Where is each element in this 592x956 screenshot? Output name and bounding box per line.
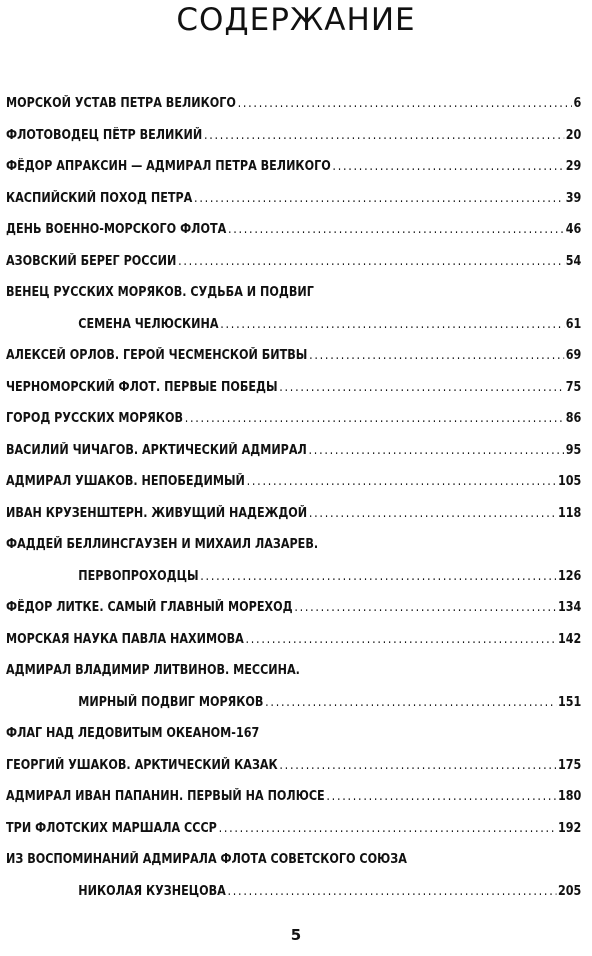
toc-entry-page: 86 (565, 411, 582, 426)
toc-entry-page: 54 (565, 253, 582, 269)
page-title: СОДЕРЖАНИЕ (176, 2, 416, 38)
dot-leader (265, 687, 556, 719)
toc-entry-page: 175 (557, 757, 582, 773)
toc-entry-first-line (6, 277, 581, 309)
toc-entry-title: МИРНЫЙ ПОДВИГ МОРЯКОВ (78, 694, 264, 710)
dot-leader (219, 813, 557, 845)
toc-entry (6, 592, 581, 624)
toc-entry-title: АЗОВСКИЙ БЕРЕГ РОССИИ (6, 253, 177, 269)
dot-leader (326, 781, 556, 813)
dot-leader (309, 340, 564, 372)
dot-leader (200, 561, 556, 593)
toc-entry-title: АДМИРАЛ ВЛАДИМИР ЛИТВИНОВ. МЕССИНА. (6, 663, 300, 678)
toc-entry-title: ГЕОРГИЙ УШАКОВ. АРКТИЧЕСКИЙ КАЗАК (6, 757, 278, 773)
dot-leader (228, 214, 564, 246)
toc-entry-title: ИВАН КРУЗЕНШТЕРН. ЖИВУЩИЙ НАДЕЖДОЙ (6, 505, 308, 521)
toc-entry-title: КАСПИЙСКИЙ ПОХОД ПЕТРА (6, 190, 193, 206)
toc-entry-title: СЕМЕНА ЧЕЛЮСКИНА (78, 316, 219, 332)
toc-entry-page: 20 (565, 127, 582, 143)
toc-entry-page: 192 (557, 820, 582, 836)
toc-entry-page: 126 (557, 568, 582, 584)
toc-entry-title: ГОРОД РУССКИХ МОРЯКОВ (6, 411, 184, 426)
toc-entry-title: ЧЕРНОМОРСКИЙ ФЛОТ. ПЕРВЫЕ ПОБЕДЫ (6, 379, 278, 395)
toc-entry-title: АДМИРАЛ ИВАН ПАПАНИН. ПЕРВЫЙ НА ПОЛЮСЕ (6, 789, 325, 804)
toc-entry (6, 781, 581, 813)
dot-leader (185, 403, 564, 435)
toc-entry-first-line (6, 655, 581, 687)
toc-entry-page: 180 (557, 789, 582, 804)
toc-entry (6, 88, 581, 120)
toc-entry-title: МОРСКАЯ НАУКА ПАВЛА НАХИМОВА (6, 631, 244, 647)
dot-leader (279, 750, 556, 782)
toc-entry (6, 750, 581, 782)
toc-entry (6, 309, 581, 341)
toc-entry (6, 183, 581, 215)
toc-entry-title: ИЗ ВОСПОМИНАНИЙ АДМИРАЛА ФЛОТА СОВЕТСКОГО СОЮЗА (6, 852, 407, 867)
dot-leader (279, 372, 564, 404)
toc-entry (6, 813, 581, 845)
toc-entry-page: 95 (565, 442, 582, 458)
dot-leader (247, 466, 557, 498)
toc-entry-page: 134 (557, 600, 582, 615)
toc-entry-page: 205 (557, 883, 582, 899)
toc-entry (6, 120, 581, 152)
toc-entry (6, 561, 581, 593)
toc-entry-first-line (6, 844, 581, 876)
toc-entry (6, 435, 581, 467)
toc-entry-title: ДЕНЬ ВОЕННО-МОРСКОГО ФЛОТА (6, 222, 227, 237)
dot-leader (309, 435, 565, 467)
toc-entry-title: ВАСИЛИЙ ЧИЧАГОВ. АРКТИЧЕСКИЙ АДМИРАЛ (6, 442, 307, 458)
dot-leader (309, 498, 556, 530)
toc-entry (6, 687, 581, 719)
toc-entry-page: 61 (565, 316, 582, 332)
dot-leader (246, 624, 557, 656)
toc-entry-page: 39 (565, 190, 582, 206)
page-number: 5 (290, 926, 302, 944)
toc-entry-page: 105 (557, 474, 582, 489)
dot-leader (238, 88, 572, 120)
toc-entry-title: АЛЕКСЕЙ ОРЛОВ. ГЕРОЙ ЧЕСМЕНСКОЙ БИТВЫ (6, 348, 308, 363)
toc-entry-title: ТРИ ФЛОТСКИХ МАРШАЛА СССР (6, 820, 217, 836)
toc-entry-page: 29 (565, 159, 582, 174)
dot-leader (294, 592, 556, 624)
toc-entry-title: ВЕНЕЦ РУССКИХ МОРЯКОВ. СУДЬБА И ПОДВИГ (6, 285, 314, 300)
toc-entry (6, 876, 581, 908)
toc-entry (6, 151, 581, 183)
toc-entry (6, 403, 581, 435)
toc-entry-title: ФЁДОР ЛИТКЕ. САМЫЙ ГЛАВНЫЙ МОРЕХОД (6, 600, 293, 615)
toc-entry (6, 624, 581, 656)
toc-entry-title: ФЛАГ НАД ЛЕДОВИТЫМ ОКЕАНОМ-167 (6, 726, 260, 741)
toc-entry-first-line (6, 529, 581, 561)
toc-entry-page: 142 (557, 631, 582, 647)
dot-leader (332, 151, 564, 183)
toc-entry-page: 118 (557, 505, 582, 521)
toc-entry (6, 498, 581, 530)
dot-leader (220, 309, 564, 341)
toc-entry-title: ФЁДОР АПРАКСИН — АДМИРАЛ ПЕТРА ВЕЛИКОГО (6, 159, 331, 174)
dot-leader (194, 183, 564, 215)
toc-entry-title: ПЕРВОПРОХОДЦЫ (78, 568, 199, 584)
dot-leader (178, 246, 564, 278)
toc-entry-page: 151 (557, 694, 582, 710)
toc-entry-page: 69 (565, 348, 582, 363)
dot-leader (204, 120, 564, 152)
toc-entry-title: НИКОЛАЯ КУЗНЕЦОВА (78, 883, 226, 899)
toc-entry (6, 466, 581, 498)
toc-entry-title: ФАДДЕЙ БЕЛЛИНСГАУЗЕН И МИХАИЛ ЛАЗАРЕВ. (6, 537, 319, 552)
toc-entry-title: МОРСКОЙ УСТАВ ПЕТРА ВЕЛИКОГО (6, 96, 236, 111)
table-of-contents (6, 88, 582, 907)
toc-entry (6, 340, 581, 372)
toc-entry (6, 372, 581, 404)
toc-entry-page: 75 (565, 379, 582, 395)
toc-entry-title: АДМИРАЛ УШАКОВ. НЕПОБЕДИМЫЙ (6, 474, 245, 489)
toc-entry (6, 246, 581, 278)
toc-entry (6, 718, 581, 750)
toc-entry-title: ФЛОТОВОДЕЦ ПЁТР ВЕЛИКИЙ (6, 127, 203, 143)
toc-entry-page: 46 (565, 222, 582, 237)
dot-leader (228, 876, 557, 908)
toc-entry (6, 214, 581, 246)
toc-entry-page: 6 (573, 96, 582, 111)
